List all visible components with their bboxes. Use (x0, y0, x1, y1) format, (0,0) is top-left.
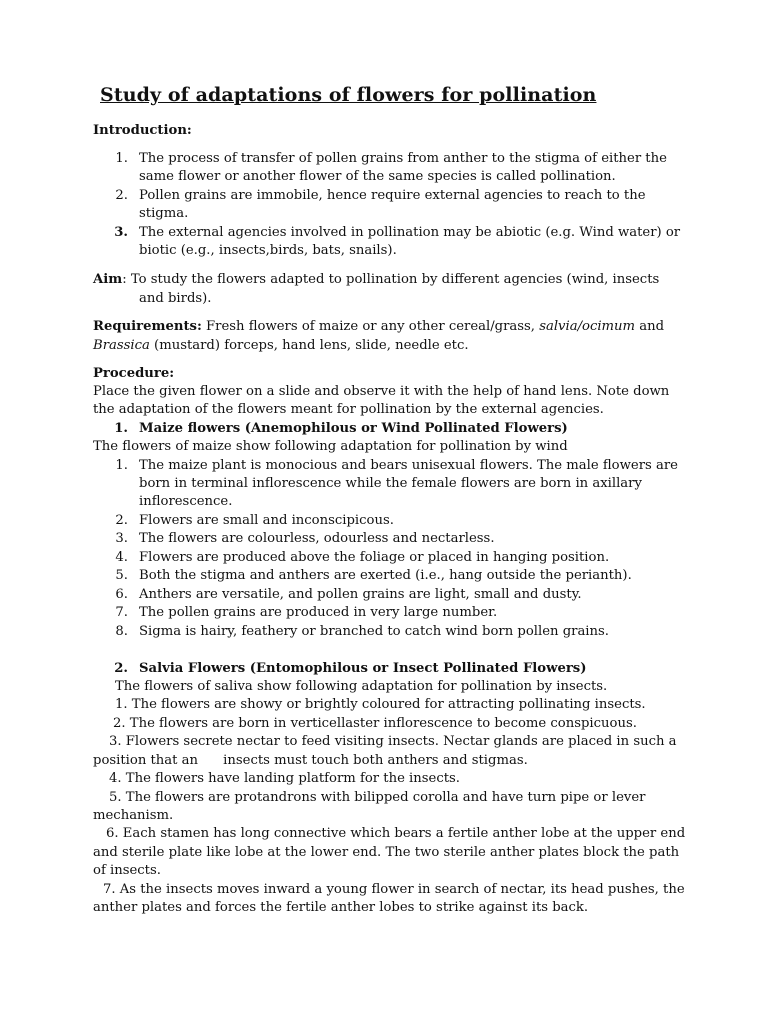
maize-item-line: Both the stigma and anthers are exerted (i.e., hang outside the perianth). (139, 568, 632, 583)
maize-intro: The flowers of maize show following adaptation for pollination by wind (93, 439, 568, 454)
requirements-text: (mustard) forceps, hand lens, slide, needle etc. (149, 338, 469, 353)
salvia-section-number: 2. (114, 661, 128, 676)
maize-item-line: The maize plant is monocious and bears unisexual flowers. The male flowers are (139, 458, 678, 473)
salvia-line: anther plates and forces the fertile anther lobes to strike against its back. (93, 900, 589, 915)
salvia-line: 4. The flowers have landing platform for the insects. (109, 771, 460, 786)
maize-item-number: 7. (115, 605, 128, 620)
maize-item-line: Anthers are versatile, and pollen grains are light, small and dusty. (139, 587, 582, 602)
maize-section-number: 1. (114, 421, 128, 436)
maize-item-number: 2. (115, 513, 128, 528)
maize-item-line: born in terminal inflorescence while the female flowers are born in axillary (139, 476, 642, 491)
intro-item-line: biotic (e.g., insects,birds, bats, snails). (139, 243, 397, 258)
salvia-section-heading: Salvia Flowers (Entomophilous or Insect Pollinated Flowers) (139, 661, 587, 676)
procedure-line: the adaptation of the flowers meant for pollination by the external agencies. (93, 402, 604, 417)
intro-item-line: stigma. (139, 206, 189, 221)
aim-text: : To study the flowers adapted to pollination by different agencies (wind, insects (122, 272, 660, 287)
procedure-line: Place the given flower on a slide and observe it with the help of hand lens. Note down (93, 384, 670, 399)
maize-item-number: 8. (115, 624, 128, 639)
page-title: Study of adaptations of flowers for pollination (100, 84, 597, 106)
maize-item-line: Flowers are produced above the foliage or placed in hanging position. (139, 550, 610, 565)
intro-item-number: 2. (115, 188, 128, 203)
salvia-line: 3. Flowers secrete nectar to feed visiting insects. Nectar glands are placed in such a (109, 734, 677, 749)
salvia-line: 2. The flowers are born in verticellaster inflorescence to become conspicuous. (113, 716, 637, 731)
maize-item-number: 3. (115, 531, 128, 546)
intro-heading: Introduction: (93, 123, 192, 138)
requirements-text: Fresh flowers of maize or any other cereal/grass, (201, 319, 540, 334)
salvia-line: 5. The flowers are protandrons with bilipped corolla and have turn pipe or lever (109, 790, 646, 805)
aim-label: Aim (93, 272, 123, 287)
intro-item-line: Pollen grains are immobile, hence require external agencies to reach to the (139, 188, 646, 203)
salvia-line: mechanism. (93, 808, 174, 823)
requirements-text: and (635, 319, 665, 334)
requirements-species: salvia/ocimum (539, 319, 636, 334)
salvia-line: position that an insects must touch both anthers and stigmas. (93, 753, 528, 768)
requirements-species: Brassica (93, 338, 150, 353)
maize-item-number: 5. (115, 568, 128, 583)
salvia-intro: The flowers of saliva show following adaptation for pollination by insects. (115, 679, 608, 694)
maize-item-line: Sigma is hairy, feathery or branched to catch wind born pollen grains. (139, 624, 609, 639)
requirements-label: Requirements: (93, 319, 202, 334)
maize-item-number: 6. (115, 587, 128, 602)
salvia-line: 1. The flowers are showy or brightly coloured for attracting pollinating insects. (115, 697, 646, 712)
maize-item-line: The flowers are colourless, odourless and nectarless. (139, 531, 495, 546)
aim-line-2: and birds). (139, 291, 212, 306)
intro-item-line: same flower or another flower of the same species is called pollination. (139, 169, 616, 184)
maize-item-number: 1. (115, 458, 128, 473)
requirements-line-2 (93, 337, 469, 355)
salvia-line: and sterile plate like lobe at the lower end. The two sterile anther plates block the path (93, 845, 680, 860)
salvia-line: of insects. (93, 863, 161, 878)
maize-item-number: 4. (115, 550, 128, 565)
maize-section-heading: Maize flowers (Anemophilous or Wind Pollinated Flowers) (139, 421, 568, 436)
salvia-line: 7. As the insects moves inward a young flower in search of nectar, its head pushes, the (103, 882, 685, 897)
requirements-line (93, 318, 664, 336)
intro-item-line: The process of transfer of pollen grains from anther to the stigma of either the (139, 151, 667, 166)
maize-item-line: Flowers are small and inconscipicous. (139, 513, 394, 528)
intro-item-number: 1. (115, 151, 128, 166)
intro-item-line: The external agencies involved in pollination may be abiotic (e.g. Wind water) or (139, 225, 681, 240)
maize-item-line: The pollen grains are produced in very large number. (139, 605, 498, 620)
procedure-heading: Procedure: (93, 366, 175, 381)
maize-item-line: inflorescence. (139, 494, 233, 509)
salvia-line: 6. Each stamen has long connective which bears a fertile anther lobe at the upper end (106, 826, 686, 841)
intro-item-number: 3. (114, 225, 128, 240)
aim-line (93, 271, 659, 289)
